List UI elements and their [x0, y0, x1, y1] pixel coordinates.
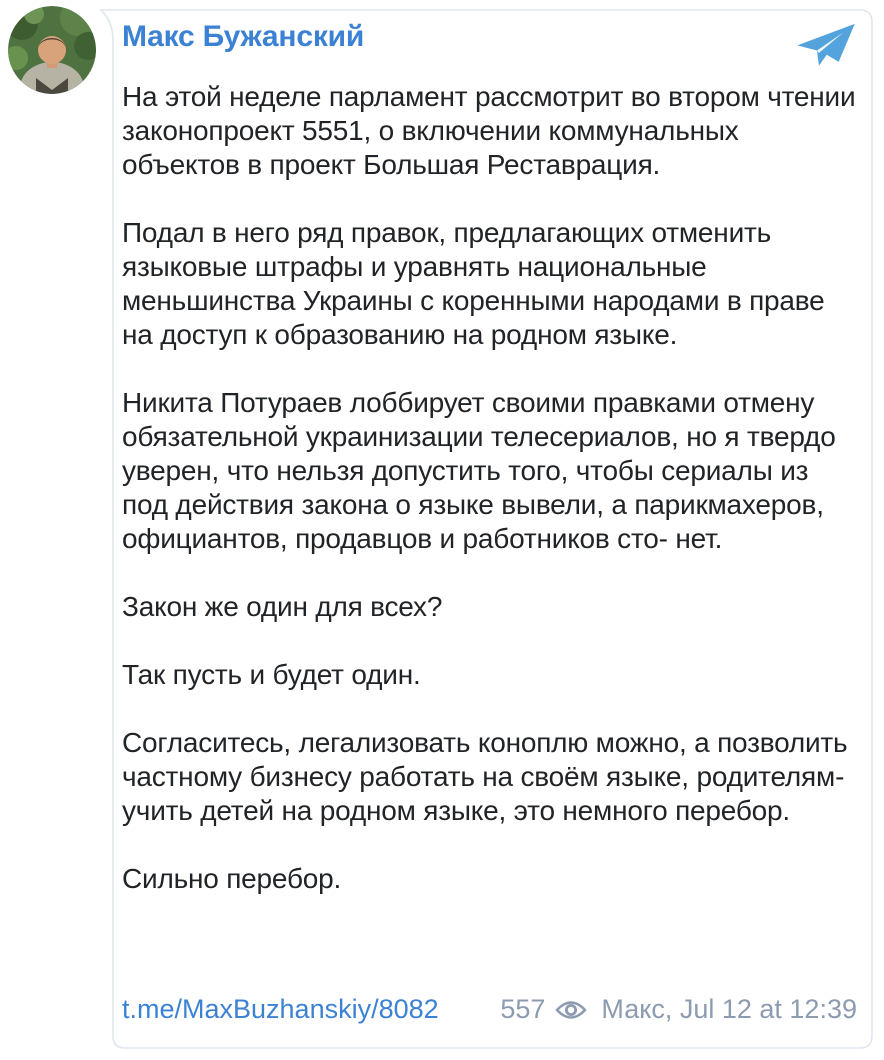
post-body [122, 80, 857, 896]
author-name-link[interactable]: Макс Бужанский [122, 20, 365, 53]
post-content [122, 20, 857, 930]
post-permalink[interactable]: t.me/MaxBuzhanskiy/8082 [122, 994, 439, 1024]
eye-icon [555, 999, 587, 1021]
telegram-plane-icon[interactable] [795, 22, 857, 68]
author-avatar-photo [8, 6, 96, 94]
views-count: 557 [500, 994, 546, 1024]
post-timestamp[interactable]: Макс, Jul 12 at 12:39 [601, 994, 857, 1024]
post-footer [122, 994, 857, 1025]
post-paragraph: На этой неделе парламент рассмотрит во втором чтении законопроект 5551, о включении коммунальных объектов в проект Большая Реставрация. [122, 81, 856, 180]
post-header [122, 20, 857, 68]
post-meta [500, 994, 857, 1025]
post-paragraph: Закон же один для всех? [122, 591, 443, 622]
post-paragraph: Согласитесь, легализовать коноплю можно, а позволить частному бизнесу работать на своём языке, родителям- учить детей на родном языке, это немного перебор. [122, 727, 848, 826]
post-paragraph: Никита Потураев лоббирует своими правками отмену обязательной украинизации телесериалов, но я твердо уверен, что нельзя допустить того, чтобы сериалы из под действия закона о языке вывели, а парикмахеров, официантов, продавцов и работников сто- нет. [122, 387, 836, 554]
post-paragraph: Так пусть и будет один. [122, 659, 421, 690]
post-paragraph: Подал в него ряд правок, предлагающих отменить языковые штрафы и уравнять национальные меньшинства Украины с коренными народами в праве на доступ к образованию на родном языке. [122, 217, 825, 350]
post-paragraph: Сильно перебор. [122, 863, 342, 894]
author-avatar[interactable] [8, 6, 96, 94]
